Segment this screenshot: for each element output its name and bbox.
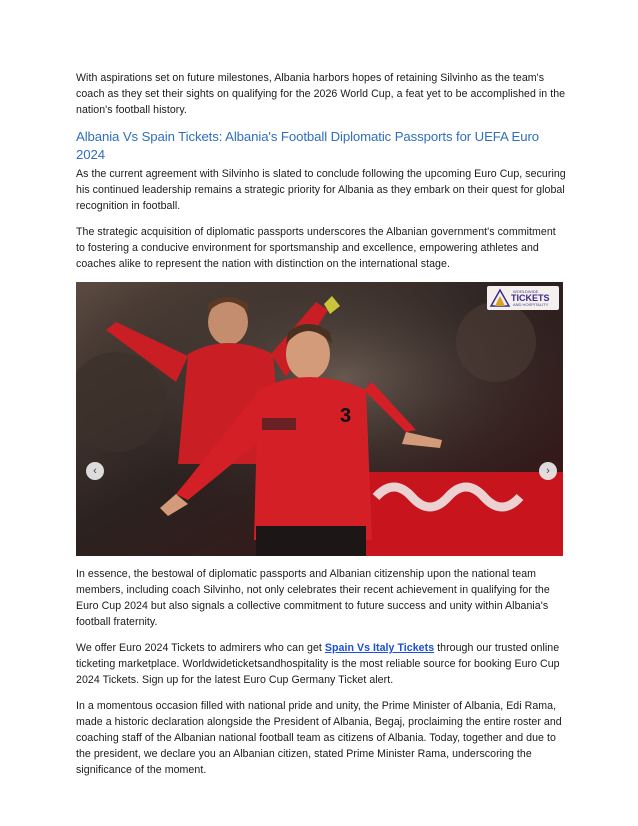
- logo-text-top: WORLDWIDE: [513, 288, 539, 294]
- section-heading: Albania Vs Spain Tickets: Albania's Football Diplomatic Passports for UEFA Euro 2024: [76, 129, 539, 162]
- carousel-prev-arrow[interactable]: ‹: [86, 462, 104, 480]
- worldwide-tickets-logo: [487, 286, 559, 310]
- paragraph-offer: [76, 640, 566, 688]
- offer-text-after: through our trusted online ticketing marketplace. Worldwideticketsandhospitality is the most reliable source for booking Euro Cup 2024 Tickets. Sign up for the latest Euro Cup Germany Ticket alert.: [76, 642, 560, 686]
- football-photo: [76, 282, 563, 556]
- logo-text-sub: AND HOSPITALITY: [513, 301, 549, 307]
- paragraph-agreement: As the current agreement with Silvinho is slated to conclude following the upcoming Euro Cup, securing his continued leadership remains a strategic priority for Albania as they embark on their quest for global recognition in football.: [76, 168, 566, 212]
- celebrating-players-image: [76, 282, 563, 556]
- offer-text-before: We offer Euro 2024 Tickets to admirers who can get: [76, 642, 325, 654]
- paragraph-intro: With aspirations set on future milestones, Albania harbors hopes of retaining Silvinho as the team's coach as they set their sights on qualifying for the 2026 World Cup, a feat yet to be accomplished in the nation's football history.: [76, 72, 566, 116]
- ticket-logo-icon: [489, 288, 511, 308]
- paragraph-essence: In essence, the bestowal of diplomatic passports and Albanian citizenship upon the national team members, including coach Silvinho, not only celebrates their recent achievement in qualifying for the Euro Cup 2024 but also signals a collective commitment to future success and unity within Albania's football fraternity.: [76, 568, 550, 628]
- jersey-number: 3: [340, 405, 352, 427]
- paragraph-declaration: In a momentous occasion filled with national pride and unity, the Prime Minister of Albania, Edi Rama, made a historic declaration alongside the President of Albania, Begaj, proclaiming the entire roster and coaching staff of the Albanian national football team as citizens of Albania. Today, together and due to the president, we declare you an Albanian citizen, stated Prime Minister Rama, underscoring the significance of the moment.: [76, 700, 562, 776]
- spain-vs-italy-tickets-link[interactable]: Spain Vs Italy Tickets: [324, 642, 435, 654]
- paragraph-passports: The strategic acquisition of diplomatic passports underscores the Albanian government's commitment to fostering a conducive environment for sportsmanship and excellence, empowering athletes and coaches alike to represent the nation with distinction on the international stage.: [76, 226, 556, 270]
- article-body: [76, 70, 566, 788]
- carousel-next-arrow[interactable]: ›: [539, 462, 557, 480]
- logo-text-main: TICKETS: [511, 292, 550, 303]
